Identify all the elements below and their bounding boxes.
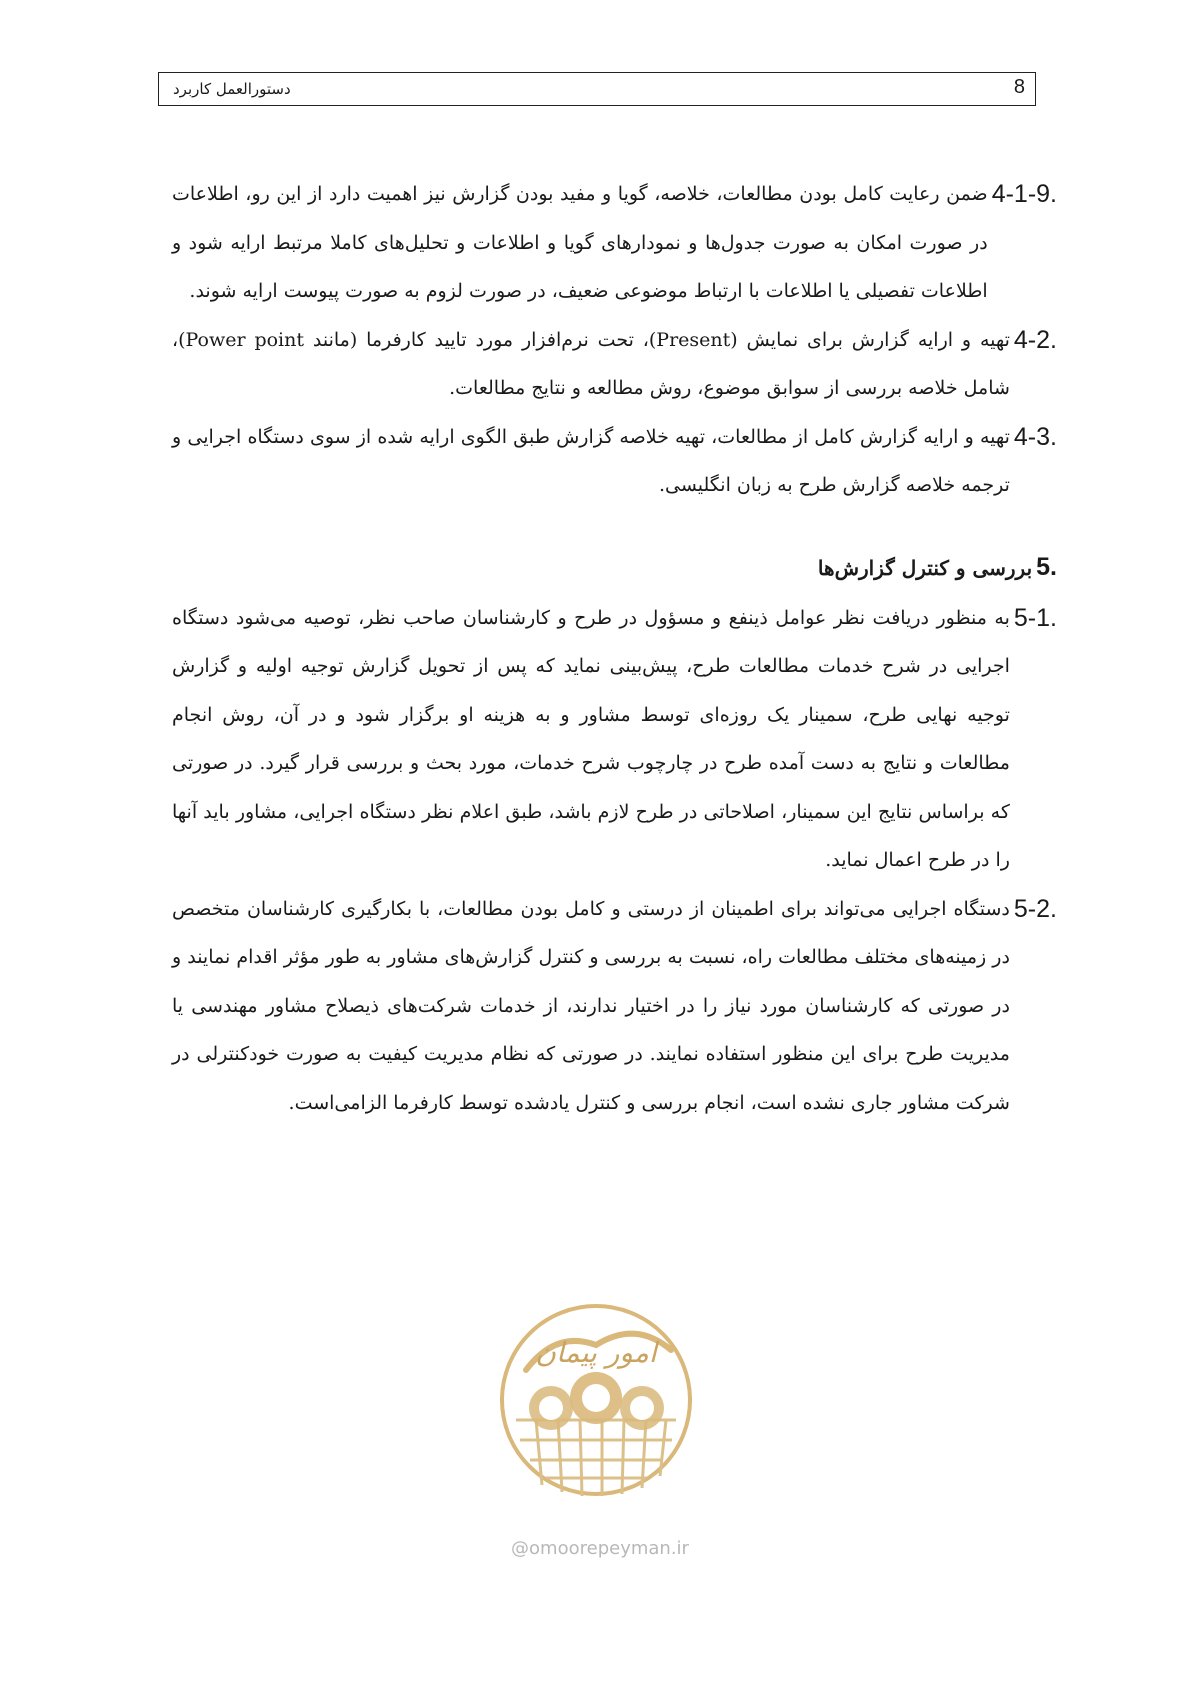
list-item <box>172 413 1057 510</box>
item-text: تهیه و ارایه گزارش برای نمایش (Present)، تحت نرم‌افزار مورد تایید کارفرما (مانند Power point)، شامل خلاصه بررسی از سوابق موضوع، روش مطالعه و نتایج مطالعات. <box>172 328 1010 399</box>
item-text: تهیه و ارایه گزارش کامل از مطالعات، تهیه خلاصه گزارش طبق الگوی ارایه شده از سوی دستگاه اجرایی و ترجمه خلاصه گزارش طرح به زبان انگلیسی. <box>172 425 1010 496</box>
section-number: 5. <box>1036 553 1057 581</box>
watermark-caption: @omoorepeyman.ir <box>511 1538 689 1559</box>
item-number: 4-3. <box>1013 422 1057 451</box>
logo-text: امور پیمان <box>535 1336 657 1369</box>
list-item <box>172 170 1057 316</box>
item-text: به منظور دریافت نظر عوامل ذینفع و مسؤول در طرح و کارشناسان صاحب نظر، توصیه می‌شود دستگاه اجرایی در شرح خدمات مطالعات طرح، پیش‌بینی نماید که پس از تحویل گزارش توجیه اولیه و گزارش توجیه نهایی طرح، سمینار یک روزه‌ای توسط مشاور و به هزینه او برگزار شود و در آن، روش انجام مطالعات و نتایج به دست آمده طرح در چارچوب شرح خدمات، مورد بحث و بررسی قرار گیرد. در صورتی که براساس نتایج این سمینار، اصلاحاتی در طرح لازم باشد، طبق اعلام نظر دستگاه اجرایی، مشاور باید آنها را در طرح اعمال نماید. <box>172 606 1010 871</box>
header-title: دستورالعمل کاربرد <box>173 80 291 98</box>
list-item <box>172 594 1057 885</box>
item-number: 4-1-9. <box>991 180 1057 208</box>
item-text: ضمن رعایت کامل بودن مطالعات، خلاصه، گویا و مفید بودن گزارش نیز اهمیت دارد از این رو، اطلاعات در صورت امکان به صورت جدول‌ها و نمودارهای گویا و اطلاعات و تحلیل‌های کاملا مرتبط ارایه شود و اطلاعات تفصیلی یا اطلاعات با ارتباط موضوعی ضعیف، در صورت لزوم به صورت پیوست ارایه شوند. <box>172 183 988 302</box>
item-number: 4-2. <box>1013 325 1057 354</box>
page-number: 8 <box>1013 76 1025 98</box>
section-heading <box>172 544 1057 592</box>
document-body <box>172 170 1057 1127</box>
item-number: 5-1. <box>1013 603 1057 632</box>
watermark-logo <box>496 1300 696 1500</box>
page-header <box>158 72 1036 106</box>
section-title: بررسی و کنترل گزارش‌ها <box>817 555 1033 580</box>
list-item <box>172 316 1057 413</box>
list-item <box>172 885 1057 1128</box>
item-text: دستگاه اجرایی می‌تواند برای اطمینان از درستی و کامل بودن مطالعات، با بکارگیری کارشناسان متخصص در زمینه‌های مختلف مطالعات راه، نسبت به بررسی و کنترل گزارش‌های مشاور به طور مؤثر اقدام نمایند و در صورتی که کارشناسان مورد نیاز را در اختیار ندارند، از خدمات شرکت‌های ذیصلاح مشاور مهندسی یا مدیریت طرح برای این منظور استفاده نمایند. در صورتی که نظام مدیریت کیفیت به صورت خودکنترلی در شرکت مشاور جاری نشده است، انجام بررسی و کنترل یادشده توسط کارفرما الزامی‌است. <box>172 897 1010 1114</box>
item-number: 5-2. <box>1013 894 1057 923</box>
